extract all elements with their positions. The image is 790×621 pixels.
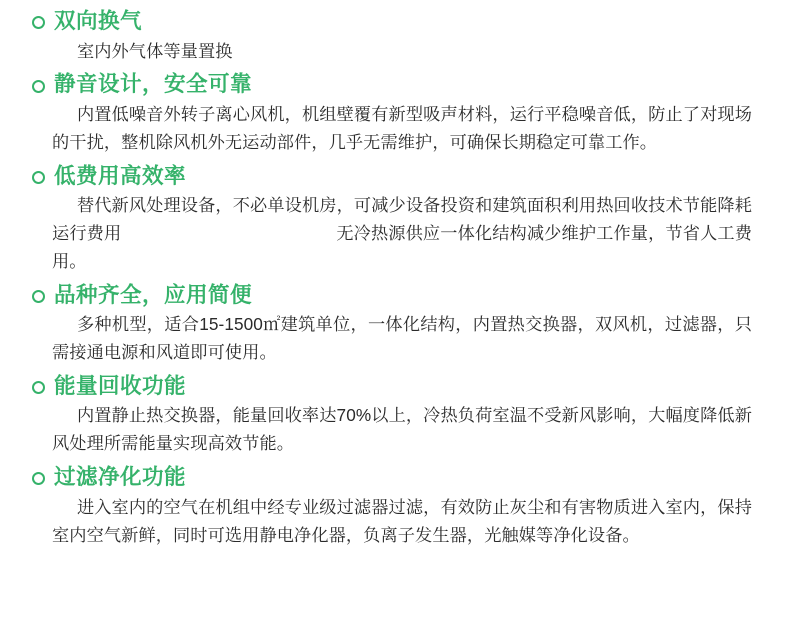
bullet-circle-icon bbox=[32, 171, 45, 184]
section-body-part1: 替代新风处理设备，不必单设机房，可减少设备投资和建筑面积利用热回收技术节能降耗运行费用 bbox=[52, 195, 752, 243]
bullet-circle-icon bbox=[32, 472, 45, 485]
section-heading-row bbox=[32, 163, 776, 191]
section-body: 多种机型，适合15-1500㎡建筑单位，一体化结构，内置热交换器，双风机，过滤器，只需接通电源和风道即可使用。 bbox=[52, 314, 752, 363]
section-body: 内置低噪音外转子离心风机，机组壁覆有新型吸声材料，运行平稳噪音低，防止了对现场的干扰，整机除风机外无运动部件，几乎无需维护，可确保长期稳定可靠工作。 bbox=[52, 103, 752, 152]
section-heading-row bbox=[32, 8, 776, 36]
section-complete-variety bbox=[14, 282, 776, 367]
section-heading-row bbox=[32, 282, 776, 310]
section-two-way-ventilation bbox=[14, 8, 776, 65]
section-filtration-purification bbox=[14, 464, 776, 549]
section-heading-row bbox=[32, 71, 776, 99]
section-body: 进入室内的空气在机组中经专业级过滤器过滤，有效防止灰尘和有害物质进入室内，保持室内空气新鲜，同时可选用静电净化器，负离子发生器，光触媒等净化设备。 bbox=[52, 496, 752, 545]
bullet-circle-icon bbox=[32, 290, 45, 303]
section-body: 室内外气体等量置换 bbox=[76, 40, 233, 61]
bullet-circle-icon bbox=[32, 80, 45, 93]
section-body: 内置静止热交换器，能量回收率达70%以上，冷热负荷室温不受新风影响，大幅度降低新风处理所需能量实现高效节能。 bbox=[52, 405, 752, 454]
section-silent-design bbox=[14, 71, 776, 156]
section-body-part2: 无冷热源供应一体化结构减少维护工作量，节省人工费用。 bbox=[52, 222, 753, 271]
section-energy-recovery bbox=[14, 373, 776, 458]
section-heading: 过滤净化功能 bbox=[54, 465, 187, 490]
section-heading: 静音设计，安全可靠 bbox=[54, 72, 253, 97]
bullet-circle-icon bbox=[32, 381, 45, 394]
section-heading-row bbox=[32, 373, 776, 401]
section-low-cost-high-efficiency bbox=[14, 163, 776, 276]
section-heading-row bbox=[32, 464, 776, 492]
section-heading: 低费用高效率 bbox=[54, 163, 187, 188]
bullet-circle-icon bbox=[32, 16, 45, 29]
section-heading: 能量回收功能 bbox=[54, 373, 187, 398]
section-heading: 双向换气 bbox=[54, 9, 143, 33]
section-heading: 品种齐全，应用简便 bbox=[54, 282, 253, 307]
section-body bbox=[52, 192, 776, 276]
